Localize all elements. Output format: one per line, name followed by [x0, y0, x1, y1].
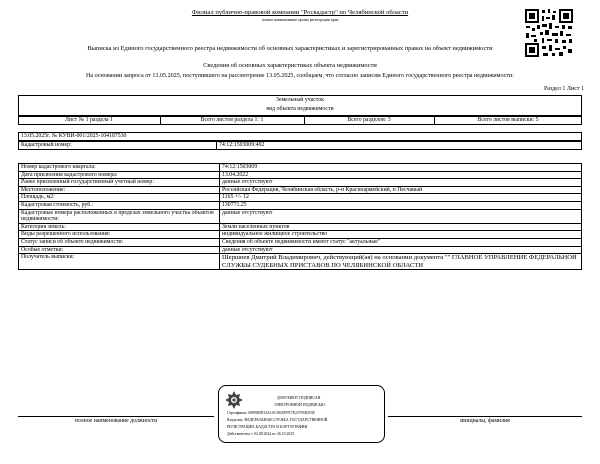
- row-label: Категория земель:: [19, 223, 220, 231]
- position-caption: полное наименование должности: [74, 418, 158, 424]
- table-row: [19, 201, 582, 209]
- date-number: 13.05.2025г. № КУВИ-001/2025-104187530: [21, 133, 127, 139]
- cadastral-label: Кадастровый номер:: [21, 142, 72, 148]
- row-value: Сведения об объекте недвижимости имеют статус "актуальные": [220, 238, 582, 246]
- row-value: 1165 +/- 12: [220, 194, 582, 202]
- row-value: данные отсутствуют: [220, 246, 582, 254]
- table-row: [19, 164, 582, 172]
- table-row: [19, 186, 582, 194]
- stamp-line2: ЭЛЕКТРОННОЙ ПОДПИСЬЮ: [274, 403, 325, 407]
- signature-line-left: [18, 416, 214, 417]
- extract-title: Выписка из Единого государственного реестра недвижимости об основных характеристиках и зарегистрированных правах на объект недвижимости: [87, 45, 493, 52]
- table-row: [19, 254, 582, 270]
- row-label: Виды разрешенного использования:: [19, 231, 220, 239]
- row-label: Местоположение:: [19, 186, 220, 194]
- details-table: [18, 163, 582, 270]
- object-type: Земельный участок: [276, 97, 324, 103]
- cadastral-row: [18, 141, 582, 150]
- row-label: Особые отметки:: [19, 246, 220, 254]
- row-value: данные отсутствуют: [220, 179, 582, 187]
- name-caption: инициалы, фамилия: [460, 418, 510, 424]
- row-label: Дата присвоения кадастрового номера:: [19, 171, 220, 179]
- table-row: [19, 209, 582, 223]
- row-value: данные отсутствуют: [220, 209, 582, 223]
- row-value: Шершнев Дмитрий Владимирович, действующий(ая) на основании документа "" ГЛАВНОЕ УПРАВЛЕНИЕ ФЕДЕРАЛЬНОЙ СЛУЖБЫ СУДЕБНЫХ ПРИСТАВОВ ПО ЧЕЛЯБИНСКОЙ ОБЛАСТИ: [220, 254, 582, 270]
- table-row: [19, 194, 582, 202]
- row-label: Кадастровая стоимость, руб.:: [19, 201, 220, 209]
- row-value: индивидуальное жилищное строительство: [220, 231, 582, 239]
- stamp-cert: Сертификат: 00FB80D13A1AC884997E7E23795B3538: [227, 411, 315, 415]
- row-value: Земли населенных пунктов: [220, 223, 582, 231]
- table-row: [19, 238, 582, 246]
- sheet-number: Лист № 1 раздела 1: [65, 117, 113, 123]
- row-label: Получатель выписки:: [19, 254, 220, 270]
- row-value: 130771.25: [220, 201, 582, 209]
- total-section-sheets: Всего листов раздела 1: 1: [200, 117, 264, 123]
- signature-line-right: [388, 416, 582, 417]
- table-row: [19, 246, 582, 254]
- row-label: Статус записи об объекте недвижимости:: [19, 238, 220, 246]
- row-label: Кадастровые номера расположенных в пределах земельного участка объектов недвижимости:: [19, 209, 220, 223]
- object-type-caption: вид объекта недвижимости: [266, 106, 334, 112]
- cadastral-value: 74:12:1503009:492: [219, 142, 265, 148]
- stamp-line1: ДОКУМЕНТ ПОДПИСАН: [277, 396, 321, 400]
- row-value: Российская Федерация, Челябинская область, р-н Красноармейский, п Песчаный: [220, 186, 582, 194]
- emblem-icon: [223, 390, 245, 412]
- stamp-owner2: РЕГИСТРАЦИИ, КАДАСТРА И КАРТОГРАФИИ: [227, 425, 308, 429]
- total-extract-sheets: Всего листов выписки: 5: [477, 117, 539, 123]
- row-label: Ранее присвоенный государственный учетный номер:: [19, 179, 220, 187]
- total-sections: Всего разделов: 3: [347, 117, 391, 123]
- stamp-valid: Действителен: с 02.08.2024 по 26.10.2025: [227, 432, 295, 436]
- request-line: На основании запроса от 13.05.2025, поступившего на рассмотрение 13.05.2025, сообщаем, что согласно записям Единого государственного реестра недвижимости:: [86, 73, 514, 79]
- row-label: Номер кадастрового квартала:: [19, 164, 220, 172]
- row-value: 13.04.2022: [220, 171, 582, 179]
- section-label: Раздел 1 Лист 1: [543, 86, 584, 92]
- table-row: [19, 171, 582, 179]
- organization-caption: полное наименование органа регистрации прав: [261, 18, 339, 22]
- stamp-owner: Владелец: ФЕДЕРАЛЬНАЯ СЛУЖБА ГОСУДАРСТВЕННОЙ: [227, 418, 328, 422]
- qr-code-icon: [524, 8, 574, 58]
- table-row: [19, 179, 582, 187]
- extract-subtitle: Сведения об основных характеристиках объекта недвижимости: [203, 62, 377, 69]
- table-row: [19, 223, 582, 231]
- electronic-signature-stamp: [218, 385, 385, 443]
- table-row: [19, 231, 582, 239]
- organization-name: Филиал публично-правовой компании "Роскадастр" по Челябинской области: [191, 9, 409, 16]
- row-label: Площадь, м2:: [19, 194, 220, 202]
- row-value: 74:12:1503009: [220, 164, 582, 172]
